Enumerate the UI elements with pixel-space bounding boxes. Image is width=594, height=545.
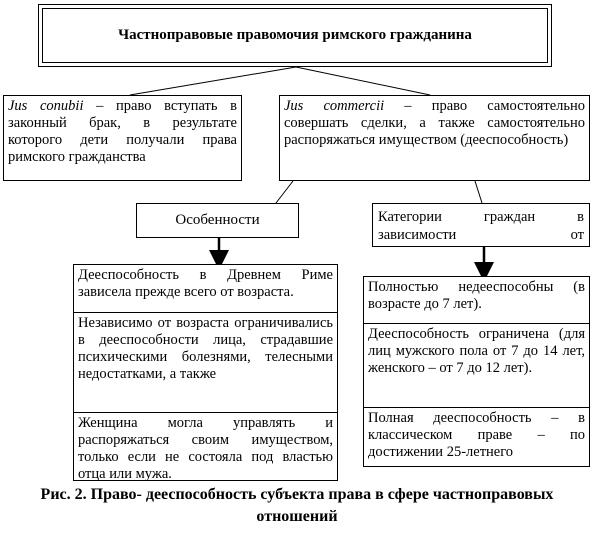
jus-conubii-text: – право вступать в законный брак, в результате которого дети получали права римского гражданства xyxy=(8,98,237,165)
features-list xyxy=(73,264,338,481)
connector-title-commercii xyxy=(296,67,430,95)
categories-list xyxy=(363,276,590,467)
categories-label-box xyxy=(372,203,590,247)
connector-commercii-categories xyxy=(475,181,482,203)
feature-item: Женщина могла управлять и распоряжаться своим имуществом, только если не состояла под властью отца или мужа. xyxy=(74,412,337,482)
jus-conubii-term: Jus conubii xyxy=(8,98,84,114)
categories-label: Категории граждан в зависимости от xyxy=(378,209,584,243)
feature-item: Независимо от возраста ограничивались в дееспособности лица, страдавшие психическими болезнями, телесными недостатками, а также xyxy=(74,312,337,412)
jus-conubii-box xyxy=(3,95,242,181)
jus-commercii-text: – право самостоятельно совершать сделки, а также самостоятельно распоряжаться имуществом (дееспособность) xyxy=(284,98,585,148)
figure-caption: Рис. 2. Право- дееспособность субъекта права в сфере частноправовых отношений xyxy=(40,486,554,525)
diagram-title: Частноправовые правомочия римского гражданина xyxy=(42,8,548,63)
title-box xyxy=(38,4,552,67)
connector-commercii-features xyxy=(276,181,293,203)
features-label-box xyxy=(136,203,299,238)
category-item: Дееспособность ограничена (для лиц мужского пола от 7 до 14 лет, женского – от 7 до 12 лет). xyxy=(364,323,589,407)
jus-commercii-box xyxy=(279,95,590,181)
jus-commercii-term: Jus commercii xyxy=(284,98,385,114)
connector-title-conubii xyxy=(130,67,296,95)
category-item: Полностью недееспособны (в возрасте до 7 лет). xyxy=(368,279,585,312)
feature-item: Дееспособность в Древнем Риме зависела прежде всего от возраста. xyxy=(78,267,333,300)
category-item: Полная дееспособность – в классическом праве – по достижении 25-летнего xyxy=(364,407,589,468)
features-label: Особенности xyxy=(175,212,260,228)
